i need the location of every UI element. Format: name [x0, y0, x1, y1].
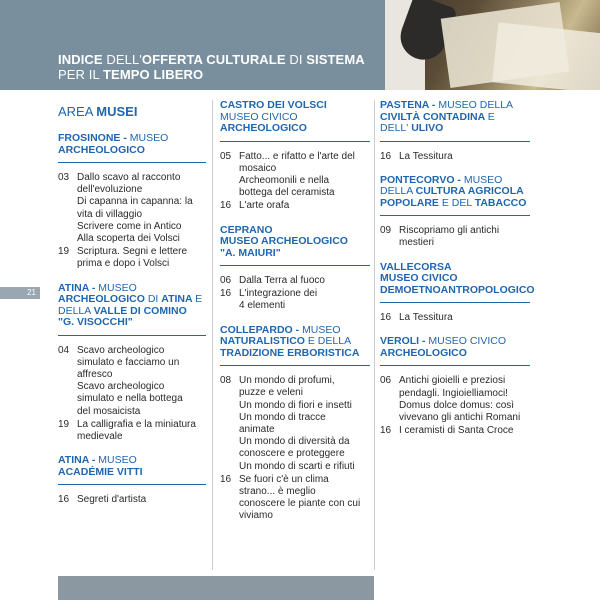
- museum-title-part: MUSEO ARCHEOLOGICO: [220, 235, 348, 248]
- activity-line: affresco: [77, 369, 113, 381]
- museum-title: [58, 455, 206, 485]
- activity-title: [239, 275, 370, 287]
- activity-line: animate: [239, 423, 275, 435]
- activity-title: [239, 200, 370, 212]
- museum-title-part: MUSEO: [98, 454, 137, 467]
- column-1: [58, 100, 206, 518]
- activity-entry: [380, 425, 530, 437]
- activity-line: Segreti d'artista: [77, 494, 147, 506]
- activity-entry: [58, 419, 206, 443]
- activity-line: I ceramisti di Santa Croce: [399, 425, 514, 437]
- activity-line: Un mondo di tracce: [239, 411, 326, 423]
- activity-line: Dalla Terra al fuoco: [239, 275, 325, 287]
- title-part: INDICE: [58, 52, 107, 67]
- museum-section: [220, 225, 370, 313]
- activity-title: [239, 375, 370, 473]
- museum-title-part: NATURALISTICO: [220, 335, 305, 348]
- activity-title: [399, 312, 530, 324]
- title-part: PER IL: [58, 67, 104, 82]
- title-part: SISTEMA: [306, 52, 365, 67]
- activity-entry: [380, 375, 530, 424]
- museum-section: [380, 336, 530, 437]
- title-part: OFFERTA CULTURALE: [141, 52, 290, 67]
- museum-title: [380, 260, 535, 304]
- activity-line: prima e dopo i Volsci: [77, 258, 170, 270]
- activity-page-number: 16: [58, 494, 70, 506]
- activity-page-number: 19: [58, 418, 70, 430]
- museum-title-part: DELLA: [380, 185, 416, 198]
- activity-page-number: 16: [380, 425, 392, 437]
- museum-title-part: E: [487, 110, 495, 123]
- museum-title-part: "G. VISOCCHI": [58, 316, 133, 329]
- museum-title-part: "A. MAIURI": [220, 246, 281, 259]
- activity-title: [239, 288, 370, 312]
- museum-title-part: ATINA -: [58, 281, 99, 294]
- header-photo: [385, 0, 600, 90]
- museum-title-part: ARCHEOLOGICO: [380, 346, 467, 359]
- activity-page-number: 19: [58, 246, 70, 258]
- activity-title: [77, 419, 206, 443]
- museum-section: [58, 455, 206, 506]
- activity-title: [399, 375, 530, 424]
- museum-title-part: MUSEO CIVICO: [220, 110, 298, 123]
- activity-entry: [58, 172, 206, 245]
- activity-title: [399, 151, 530, 163]
- activity-page-number: 08: [220, 375, 232, 387]
- activity-line: Di capanna in capanna: la: [77, 196, 193, 208]
- activity-line: conoscere e proteggere: [239, 448, 345, 460]
- museum-title-part: DI: [147, 293, 162, 306]
- activity-line: L'arte orafa: [239, 200, 290, 212]
- museum-title-part: VALLE DI COMINO: [93, 304, 187, 317]
- museum-title-part: ARCHEOLOGICO: [220, 122, 307, 134]
- activity-line: Antichi gioielli e preziosi: [399, 375, 506, 387]
- activity-entry: [220, 151, 370, 200]
- activity-line: Un mondo di diversità da: [239, 436, 350, 448]
- activity-title: [239, 474, 370, 523]
- museum-title-part: ULIVO: [411, 122, 444, 134]
- activity-line: 4 elementi: [239, 300, 286, 312]
- museum-title: [58, 283, 206, 336]
- museum-section: [380, 175, 530, 250]
- museum-title-part: CEPRANO: [220, 223, 273, 236]
- activity-line: simulato e facciamo un: [77, 356, 180, 368]
- activity-page-number: 09: [380, 225, 392, 237]
- activity-line: Fatto... e rifatto e l'arte del: [239, 150, 355, 162]
- museum-title-part: ACADÉMIE VITTI: [58, 465, 143, 478]
- museum-title-part: PASTENA -: [380, 99, 439, 111]
- activity-line: Scrivere come in Antico: [77, 220, 182, 232]
- activity-line: Se fuori c'è un clima: [239, 473, 329, 485]
- activity-line: Riscopriamo gli antichi: [399, 225, 500, 237]
- museum-title: [220, 325, 370, 367]
- title-part: TEMPO LIBERO: [103, 67, 204, 82]
- museum-title-part: CASTRO DEI VOLSCI: [220, 99, 327, 111]
- museum-title-part: MUSEO: [129, 132, 169, 144]
- museum-title-part: MUSEO CIVICO: [380, 272, 458, 285]
- activity-title: [239, 151, 370, 200]
- museum-section: [380, 100, 530, 163]
- museum-title-part: E: [195, 293, 203, 306]
- activity-page-number: 16: [220, 200, 232, 212]
- museum-title-part: FROSINONE -: [58, 132, 130, 144]
- activity-page-number: 16: [380, 150, 392, 162]
- activity-line: medievale: [77, 431, 123, 443]
- museum-title-part: ARCHEOLOGICO: [58, 293, 148, 306]
- museum-title-part: DEMOETNOANTROPOLOGICO: [380, 283, 535, 296]
- activity-entry: [58, 345, 206, 418]
- page-title: [58, 52, 378, 82]
- activity-entry: [220, 275, 370, 287]
- column-3: [380, 99, 535, 449]
- activity-line: viviamo: [239, 510, 273, 522]
- activity-line: vivevano gli antichi Romani: [399, 411, 521, 423]
- activity-line: Un mondo di fiori e insetti: [239, 399, 352, 411]
- activity-line: vita di villaggio: [77, 208, 143, 220]
- museum-title-part: CIVILTÀ CONTADINA: [380, 110, 488, 123]
- museum-title-part: MUSEO: [98, 281, 137, 294]
- activity-line: dell'evoluzione: [77, 184, 143, 196]
- activity-entry: [220, 474, 370, 523]
- museum-section: [380, 260, 535, 325]
- museum-title-part: MUSEO: [438, 99, 480, 111]
- activity-title: [399, 225, 530, 249]
- footer-bar: [58, 576, 374, 600]
- museum-section: [58, 133, 206, 271]
- museum-title-part: POPOLARE: [380, 196, 442, 209]
- activity-line: Scriptura. Segni e lettere: [77, 246, 188, 258]
- museum-title-part: MUSEO: [302, 323, 341, 336]
- activity-title: [399, 425, 530, 437]
- museum-title: [380, 336, 530, 366]
- activity-line: conoscere le piante con cui: [239, 498, 361, 510]
- activity-title: [77, 494, 206, 506]
- activity-page-number: 05: [220, 150, 232, 162]
- museum-title-part: PONTECORVO -: [380, 173, 464, 186]
- museum-title-part: E DELLA: [304, 335, 352, 348]
- museum-title-part: ARCHEOLOGICO: [58, 143, 145, 156]
- activity-line: mosaico: [239, 162, 277, 174]
- activity-page-number: 16: [220, 473, 232, 485]
- activity-line: L'integrazione dei: [239, 288, 318, 300]
- column-divider: [374, 100, 375, 570]
- activity-entry: [380, 312, 530, 324]
- museum-title-part: DELL': [380, 122, 412, 134]
- activity-entry: [380, 225, 530, 249]
- activity-line: del mosaicista: [77, 405, 141, 417]
- activity-line: simulato e nella bottega: [77, 393, 183, 405]
- museum-title: [220, 100, 370, 142]
- activity-page-number: 03: [58, 172, 70, 183]
- activity-page-number: 06: [220, 275, 232, 287]
- museum-title-part: ATINA: [161, 293, 196, 306]
- activity-title: [77, 246, 206, 270]
- museum-section: [220, 100, 370, 213]
- area-title: AREA MUSEI: [58, 104, 138, 119]
- activity-line: mestieri: [399, 237, 435, 249]
- museum-title: [380, 175, 530, 217]
- column-2: [220, 100, 370, 535]
- activity-title: [77, 345, 206, 418]
- activity-line: pendagli. Ingioielliamoci!: [399, 387, 508, 399]
- title-line-2: [58, 67, 378, 82]
- activity-line: Dallo scavo al racconto: [77, 172, 181, 183]
- title-part: DI: [289, 52, 307, 67]
- activity-line: Un mondo di profumi,: [239, 375, 335, 387]
- activity-line: Scavo archeologico: [77, 344, 165, 356]
- activity-line: Un mondo di scarti e rifiuti: [239, 460, 355, 472]
- activity-line: Alla scoperta dei Volsci: [77, 233, 180, 245]
- activity-line: strano... è meglio: [239, 485, 316, 497]
- museum-title-part: VEROLI -: [380, 335, 429, 348]
- activity-line: La Tessitura: [399, 312, 453, 324]
- activity-entry: [220, 288, 370, 312]
- museum-title: [58, 133, 206, 163]
- activity-entry: [220, 200, 370, 212]
- activity-line: puzze e veleni: [239, 387, 303, 399]
- museum-section: [58, 283, 206, 444]
- activity-line: bottega del ceramista: [239, 187, 335, 199]
- activity-page-number: 04: [58, 344, 70, 356]
- activity-line: La Tessitura: [399, 150, 453, 162]
- museum-section: [220, 325, 370, 523]
- activity-line: La calligrafia e la miniatura: [77, 418, 196, 430]
- activity-entry: [220, 375, 370, 473]
- activity-page-number: 16: [220, 288, 232, 300]
- museum-title-part: TABACCO: [474, 196, 527, 209]
- title-line-1: [58, 52, 378, 67]
- museum-title: [380, 100, 530, 142]
- museum-title-part: MUSEO: [463, 173, 503, 186]
- title-part: DELL': [106, 52, 142, 67]
- museum-title: [220, 225, 370, 267]
- activity-line: Scavo archeologico: [77, 381, 165, 393]
- activity-line: Domus dolce domus: così: [399, 399, 515, 411]
- activity-page-number: 06: [380, 375, 392, 387]
- museum-title-part: MUSEO CIVICO: [428, 335, 507, 348]
- museum-title-part: E DEL: [441, 196, 475, 209]
- museum-title-part: VALLECORSA: [380, 260, 452, 273]
- activity-entry: [58, 246, 206, 270]
- museum-title-part: ATINA -: [58, 454, 99, 467]
- activity-title: [77, 172, 206, 245]
- museum-title-part: DELLA: [479, 99, 514, 111]
- column-divider: [212, 100, 213, 570]
- museum-title-part: TRADIZIONE ERBORISTICA: [220, 346, 360, 359]
- museum-title-part: COLLEPARDO -: [220, 323, 303, 336]
- activity-line: Archeomonili e nella: [239, 174, 330, 186]
- activity-page-number: 16: [380, 312, 392, 324]
- page-number: 21: [0, 287, 40, 299]
- activity-entry: [58, 494, 206, 506]
- museum-title-part: CULTURA AGRICOLA: [415, 185, 524, 198]
- activity-entry: [380, 151, 530, 163]
- museum-title-part: DELLA: [58, 304, 94, 317]
